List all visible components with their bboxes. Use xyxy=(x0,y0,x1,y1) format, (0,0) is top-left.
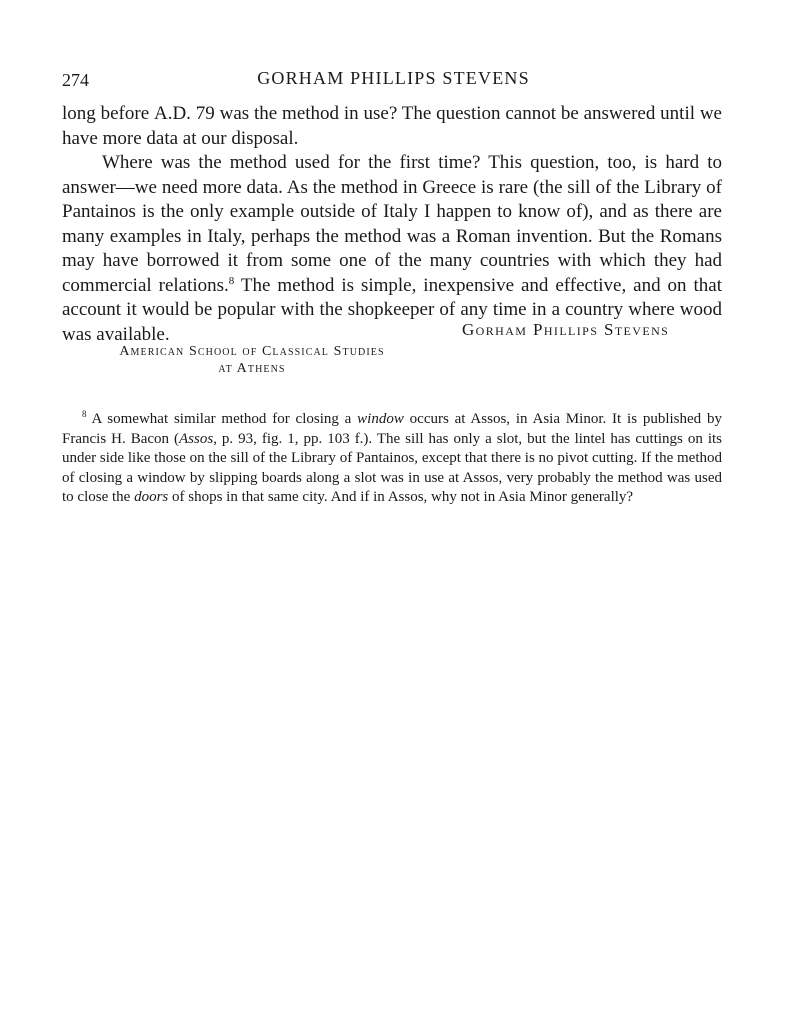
paragraph-1 xyxy=(62,102,722,151)
paragraph-1-rest: 79 was the method in use? The question cannot be answered until we have more data at our disposal. xyxy=(62,103,722,149)
paragraph-2-start: Where was the method used for the first time? This question, too, is hard to answer—we need more data. As the method in Greece is rare (the sill of the Library of Pantainos is the only example outside of Italy I happen to know of), and as there are many examples in Italy, perhaps the method was a Roman invention. But the Romans may have borrowed it from some one of the many countries with which they had commercial relations. xyxy=(62,152,722,296)
author-affiliation xyxy=(62,343,442,377)
paragraph-2-rest: The method is simple, inexpensive and effective, and on that account it would be popular with the shopkeeper of any time in a country where wood was available. xyxy=(62,274,722,345)
footnote-8 xyxy=(62,410,722,508)
page-number: 274 xyxy=(62,70,89,90)
footnote-italic-doors: doors xyxy=(134,489,169,505)
affiliation-line-1: American School of Classical Studies xyxy=(119,344,385,359)
footnote-text-1: A somewhat similar method for closing a xyxy=(86,411,358,427)
era-abbreviation: A.D. xyxy=(153,103,191,124)
footnote-text-4: of shops in that same city. And if in Assos, why not in Asia Minor generally? xyxy=(168,489,634,505)
paragraph-2 xyxy=(62,151,722,347)
paragraph-1-start: long before xyxy=(62,103,154,124)
footnote-text-3: , p. 93, fig. 1, pp. 103 f.). The sill has only a slot, but the lintel has cuttings on its under side like those on the sill of the Library of Pantainos, except that there is no pivot cutting. If the method of closing a window by slipping boards along a slot was in use at Assos, very probably the method was used to close the xyxy=(62,430,722,505)
affiliation-line-2: at Athens xyxy=(218,361,286,376)
running-head: GORHAM PHILLIPS STEVENS xyxy=(257,68,530,88)
footnote-reference: 8 xyxy=(228,274,235,287)
footnote-italic-assos: Assos xyxy=(179,430,214,447)
footnote xyxy=(62,410,722,508)
footnote-italic-window: window xyxy=(357,411,404,427)
body-text xyxy=(62,102,722,347)
footnote-text-2: occurs at Assos, in Asia Minor. It is published by Francis H. Bacon ( xyxy=(62,411,722,447)
footnote-marker: 8 xyxy=(82,409,87,419)
author-signature: Gorham Phillips Stevens xyxy=(462,320,670,339)
